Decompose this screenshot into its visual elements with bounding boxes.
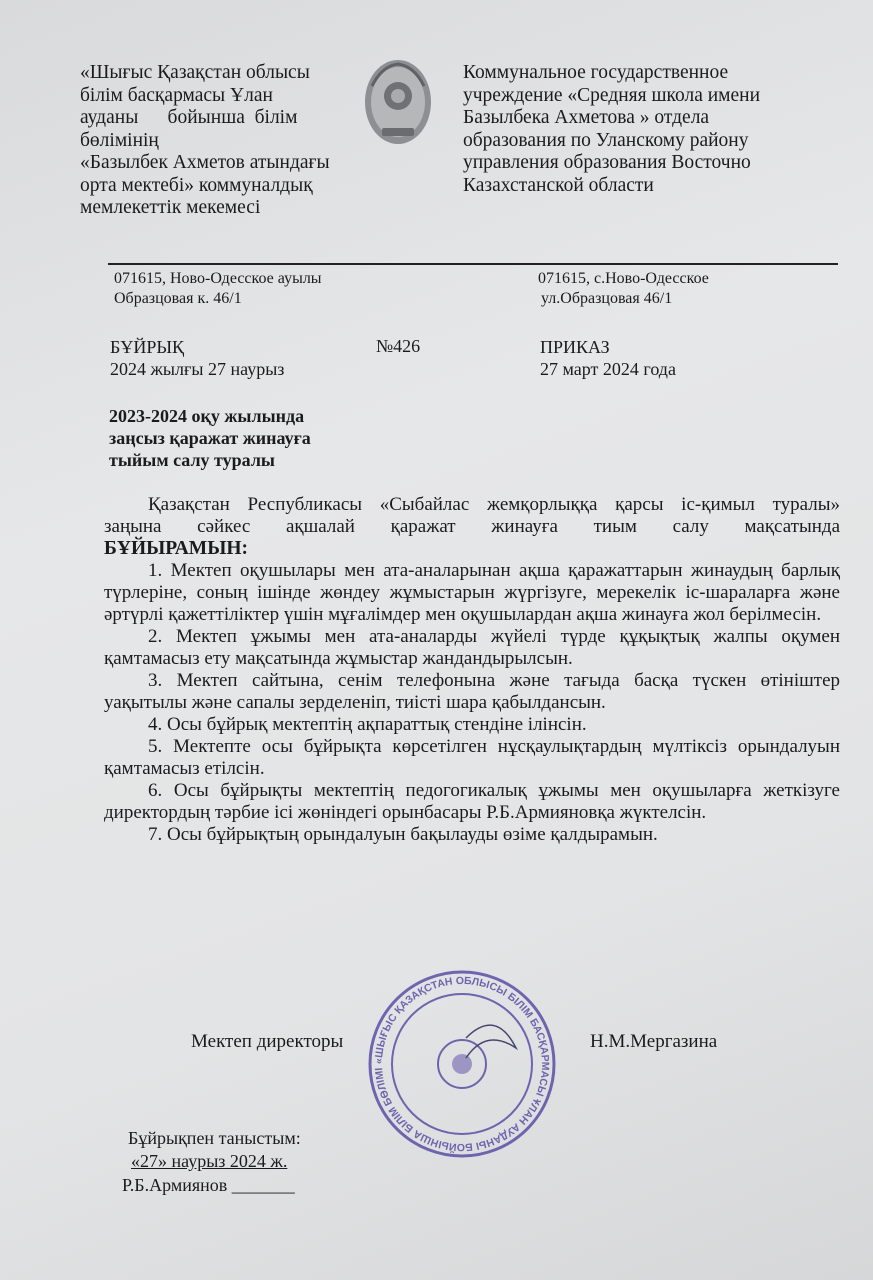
header-line: образования по Уланскому району <box>463 129 749 151</box>
order-item: 5. Мектепте осы бұйрықта көрсетілген нұсқаулықтардың мүлтіксіз орындалуын қамтамасыз етілсін. <box>104 736 840 779</box>
order-item: 7. Осы бұйрықтың орындалуын бақылауды өзіме қалдырамын. <box>148 824 658 845</box>
signature-name: Н.М.Мергазина <box>590 1031 718 1052</box>
intro-line: Қазақстан Республикасы «Сыбайлас жемқорлыққа қарсы іс-қимыл туралы» <box>148 494 840 515</box>
subject-line: 2023-2024 оқу жылында <box>109 406 305 426</box>
subject-line: заңсыз қаражат жинауға <box>109 428 311 448</box>
header-line: мемлекеттік мекемесі <box>80 197 261 218</box>
order-item: 1. Мектеп оқушылары мен ата-аналарынан ақша қаражаттарын жинаудың барлық түрлеріне, соның ішінде жөндеу жұмыстарын жүргізуге, мерекелік іс-шараларға және әртүрлі қажеттіліктер үшін мұғалімдер мен оқушылардан ақша жинауға жол берілмесін. <box>104 560 840 625</box>
order-ru <box>540 336 676 380</box>
order-title-ru: ПРИКАЗ <box>540 337 610 357</box>
header-line: «Шығыс Қазақстан облысы <box>80 62 310 83</box>
address-line: 071615, Ново-Одесское ауылы <box>114 270 322 287</box>
address-line: Образцовая к. 46/1 <box>114 290 242 307</box>
header-line: управления образования Восточно <box>463 152 751 173</box>
order-date-kz: 2024 жылғы 27 наурыз <box>110 359 285 379</box>
header-line: Коммунальное государственное <box>463 62 729 83</box>
header-line: Базылбека Ахметова » отдела <box>463 107 710 128</box>
header-divider <box>108 263 838 265</box>
order-subject <box>109 405 311 471</box>
official-stamp <box>366 968 558 1160</box>
header-line: «Базылбек Ахметов атындағы <box>80 152 330 173</box>
kazakhstan-emblem-icon <box>362 56 434 148</box>
order-number: №426 <box>376 336 421 356</box>
intro-line: заңына сәйкес ақшалай қаражат жинауға тиым салу мақсатында <box>104 516 840 537</box>
signature-position: Мектеп директоры <box>191 1031 344 1052</box>
address-left <box>114 269 322 309</box>
header-right-ru <box>463 62 823 197</box>
order-title-kz: БҰЙРЫҚ <box>110 337 185 357</box>
acknowledgement-date: «27» наурыз 2024 ж. <box>131 1151 288 1171</box>
header-line: учреждение «Средняя школа имени <box>463 84 761 106</box>
address-line: ул.Образцовая 46/1 <box>541 290 673 307</box>
order-word: БҰЙЫРАМЫН: <box>104 538 249 559</box>
order-date-ru: 27 март 2024 года <box>540 359 676 379</box>
address-line: 071615, с.Ново-Одесское <box>538 270 709 287</box>
acknowledgement-name: Р.Б.Армиянов _______ <box>122 1175 295 1195</box>
header-line: ауданы бойынша білім <box>80 107 298 128</box>
order-kz <box>110 336 284 380</box>
address-right <box>538 269 709 309</box>
subject-line: тыйым салу туралы <box>109 450 275 470</box>
svg-text:«ШЫҒЫС ҚАЗАҚСТАН ОБЛЫСЫ БІЛІМ: «ШЫҒЫС ҚАЗАҚСТАН ОБЛЫСЫ БІЛІМ БАСҚАРМАСЫ ҰЛАН АУДАНЫ БОЙЫНША БІЛІМ БӨЛІМІ <box>372 974 552 1154</box>
acknowledgement-label: Бұйрықпен таныстым: <box>128 1128 301 1148</box>
order-item: 3. Мектеп сайтына, сенім телефонына және тағыда басқа түскен өтініштер уақытылы және сапалы зерделеніп, тиісті шара қабылдансын. <box>104 670 840 713</box>
order-item: 2. Мектеп ұжымы мен ата-аналарды жүйелі түрде құқықтық жалпы оқумен қамтамасыз ету мақсатында жұмыстар жандандырылсын. <box>104 626 840 669</box>
order-body <box>104 494 840 846</box>
header-line: бөлімінің <box>80 129 159 151</box>
header-line: орта мектебі» коммуналдық <box>80 174 313 196</box>
header-left-kz <box>80 62 370 220</box>
header-line: Казахстанской области <box>463 174 654 196</box>
order-item: 4. Осы бұйрық мектептің ақпараттық стендіне ілінсін. <box>148 714 587 735</box>
header-line: білім басқармасы Ұлан <box>80 84 273 106</box>
order-item: 6. Осы бұйрықты мектептің педогогикалық ұжымы мен оқушыларға жеткізуге директордың тәрбие ісі жөніндегі орынбасары Р.Б.Армияновқа жүктелсін. <box>104 780 840 823</box>
